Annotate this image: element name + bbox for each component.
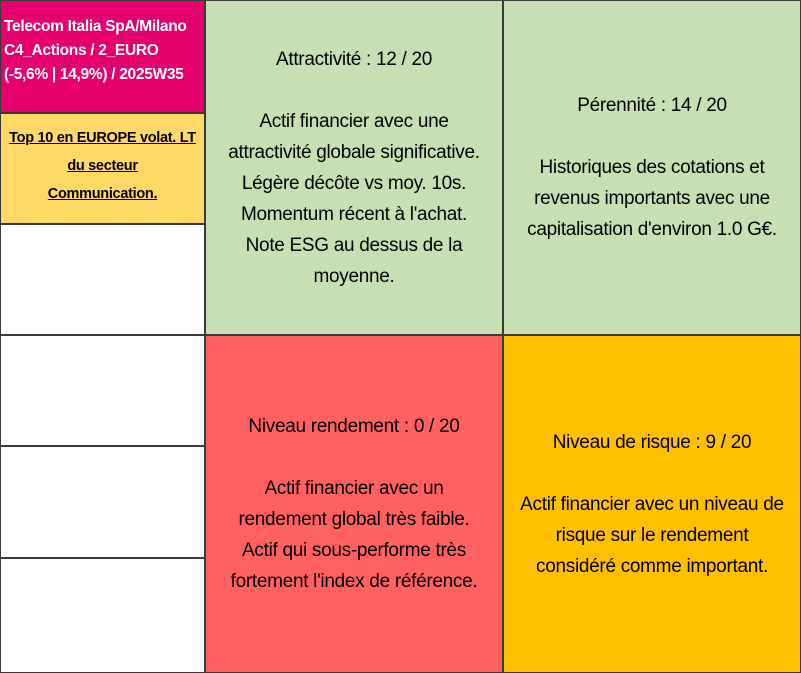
rendement-line: fortement l'index de référence. — [230, 571, 478, 592]
asset-category: C4_Actions / 2_EURO — [4, 42, 159, 59]
top10-line-2: du secteur — [67, 158, 138, 174]
empty-cell-2 — [0, 335, 205, 446]
risque-line: risque sur le rendement — [555, 524, 749, 546]
perennite-panel — [503, 0, 801, 335]
rendement-panel — [205, 335, 503, 673]
attractivite-line: attractivité globale significative. — [228, 141, 480, 163]
rendement-line: Actif qui sous-performe très — [242, 540, 466, 561]
asset-name: Telecom Italia SpA/Milano — [4, 18, 187, 35]
rendement-title: Niveau rendement : 0 / 20 — [248, 416, 460, 437]
empty-cell-3 — [0, 446, 205, 558]
perennite-line: capitalisation d'environ 1.0 G€. — [527, 219, 777, 240]
top10-line-1: Top 10 en EUROPE volat. LT — [9, 130, 196, 146]
asset-performance-week: (-5,6% | 14,9%) / 2025W35 — [4, 66, 184, 83]
risque-line: Actif financier avec un niveau de — [520, 493, 784, 515]
attractivite-line: Momentum récent à l'achat. — [240, 203, 468, 225]
rendement-line: rendement global très faible. — [238, 509, 470, 530]
perennite-title: Pérennité : 14 / 20 — [577, 95, 727, 116]
rendement-line: Actif financier avec un — [264, 478, 444, 499]
attractivite-panel — [205, 0, 503, 335]
top10-badge — [0, 113, 205, 224]
empty-cell-4 — [0, 558, 205, 673]
attractivite-line: Actif financier avec une — [259, 110, 449, 132]
attractivite-line: Légère décôte vs moy. 10s. — [241, 172, 467, 194]
attractivite-line: moyenne. — [313, 265, 395, 287]
empty-cell-1 — [0, 224, 205, 335]
attractivite-title: Attractivité : 12 / 20 — [275, 48, 433, 70]
risque-line: considéré comme important. — [536, 555, 768, 577]
risque-panel — [503, 335, 801, 673]
perennite-line: Historiques des cotations et — [539, 157, 765, 178]
top10-line-3: Communication. — [47, 186, 158, 202]
attractivite-line: Note ESG au dessus de la — [245, 234, 463, 256]
perennite-line: revenus importants avec une — [534, 188, 770, 209]
risque-title: Niveau de risque : 9 / 20 — [552, 431, 752, 453]
asset-identity-box — [0, 0, 205, 113]
